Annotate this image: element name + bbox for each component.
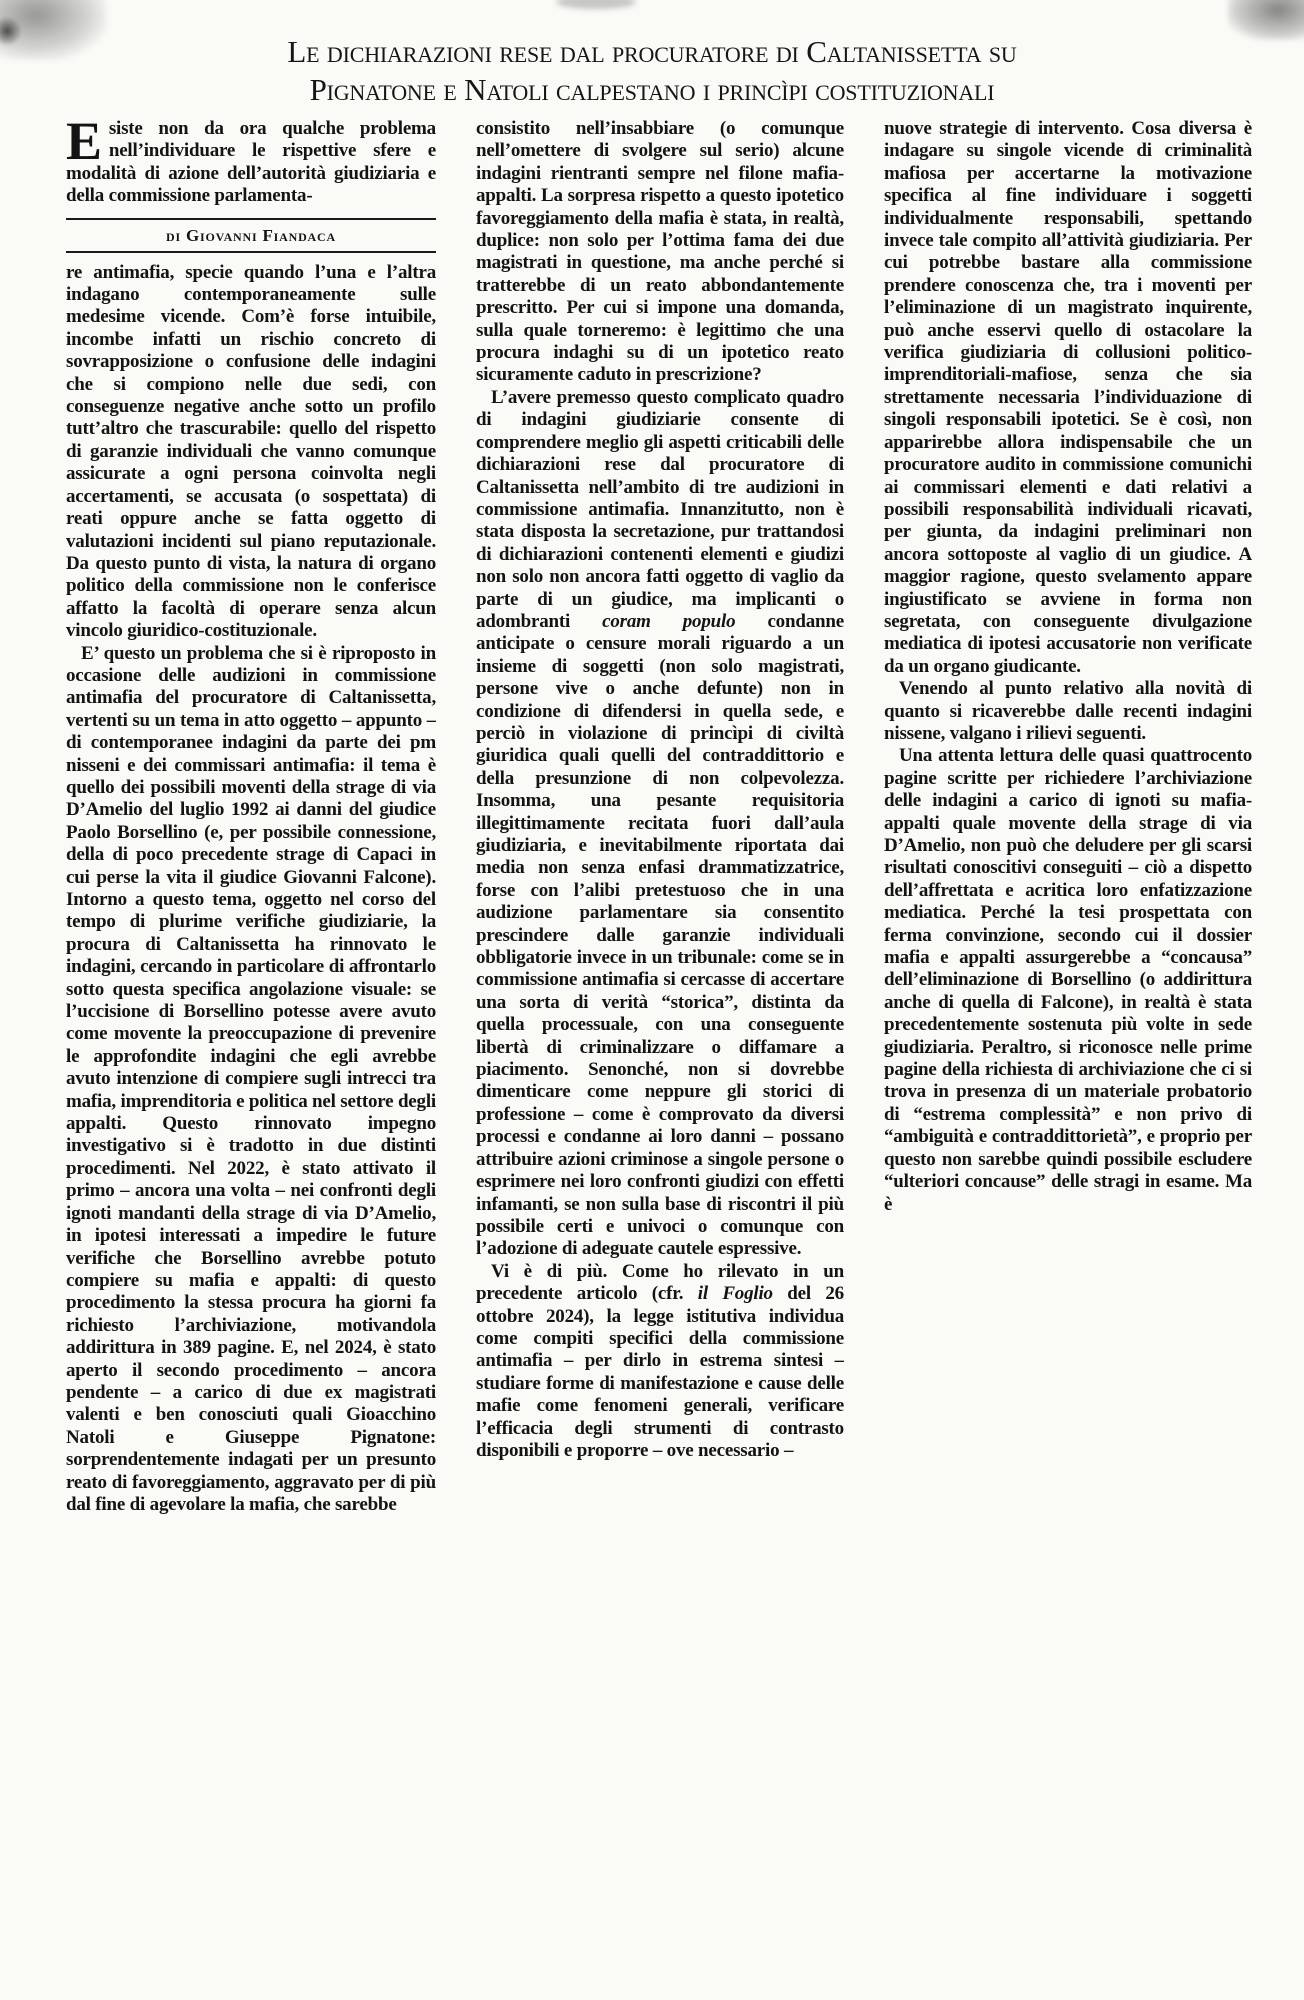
paragraph bbox=[476, 1261, 844, 1463]
paragraph bbox=[476, 387, 844, 1261]
opening-paragraph bbox=[66, 118, 436, 208]
publication-name-italic: il Foglio bbox=[697, 1283, 773, 1305]
paragraph-text: condanne anticipate o censure morali riguardo a un insieme di soggetti (non solo magistrati, persone vive o anche defunte) non in condizione di difendersi in quella sede, e perciò in violazione di princìpi di civiltà giuridica quali quelli del contraddittorio e della presunzione di non colpevolezza. Insomma, una pesante requisitoria illegittimamente recitata fuori dall’aula giudiziaria, e inevitabilmente riportata dai media non senza enfasi drammatizzatrice, forse con l’alibi pretestuoso che in una audizione parlamentare sia consentito prescindere dalle garanzie individuali obbligatorie invece in un tribunale: come se in commissione antimafia si cercasse di accertare una sorta di verità “storica”, distinta da quella processuale, con una conseguente libertà di criminalizzare o diffamare a piacimento. Senonché, non si dovrebbe dimenticare come neppure gli storici di professione – come è comprovato da diversi processi e condanne ai loro danni – possano attribuire azioni criminose a singole persone o esprimere nei loro confronti giudizi con effetti infamanti, se non sulla base di riscontri il più possibile certi e univoci o comunque con l’adozione di adeguate cautele espressive. bbox=[476, 610, 844, 1260]
drop-cap: E bbox=[66, 118, 102, 171]
latin-phrase-italic: coram populo bbox=[602, 610, 736, 632]
paragraph-continuation: consistito nell’insabbiare (o comunque nell’omettere di svolgere sul serio) alcune indagini rientranti sempre nel filone mafia-appalti. La sorpresa rispetto a questo ipotetico favoreggiamento della mafia è stata, in realtà, duplice: non solo per l’ottima fama dei due magistrati in questione, ma anche perché si tratterebbe di un reato abbondantemente prescritto. Per cui si impone una domanda, sulla quale torneremo: è legittimo che una procura indaghi su di un ipotetico reato sicuramente caduto in prescrizione? bbox=[476, 118, 844, 386]
paragraph-text: L’avere premesso questo complicato quadro di indagini giudiziarie consente di comprendere meglio gli aspetti criticabili delle dichiarazioni rese dal procuratore di Caltanissetta nell’ambito di tre audizioni in commissione antimafia. Innanzitutto, non è stata disposta la secretazione, pur trattandosi di dichiarazioni contenenti elementi e giudizi non solo non ancora fatti oggetto di vaglio da parte di un giudice, ma implicanti o adombranti bbox=[476, 386, 844, 632]
byline-text: di Giovanni Fiandaca bbox=[166, 225, 336, 245]
paragraph-continuation: re antimafia, specie quando l’una e l’altra indagano contemporaneamente sulle medesime vicende. Com’è forse intuibile, incombe infatti un rischio concreto di sovrapposizione o confusione delle indagini che si compiono nelle due sedi, con conseguenze negative anche sotto un profilo tutt’altro che trascurabile: quello del rispetto di garanzie individuali che vanno comunque assicurate a ogni persona coinvolta negli accertamenti, se accusata (o sospettata) di reati oppure anche se fatta oggetto di valutazioni incidenti sul piano reputazionale. Da questo punto di vista, la natura di organo politico della commissione non le conferisce affatto la facoltà di operare senza alcun vincolo giuridico-costituzionale. bbox=[66, 261, 436, 642]
opening-paragraph-text: siste non da ora qualche problema nell’individuare le rispettive sfere e modalità di azione dell’autorità giudiziaria e della commissione parlamenta- bbox=[66, 118, 436, 207]
column-2 bbox=[476, 118, 844, 1516]
paragraph: Venendo al punto relativo alla novità di quanto si ricaverebbe dalle recenti indagini nissene, valgano i rilievi seguenti. bbox=[884, 678, 1252, 744]
paragraph: E’ questo un problema che si è riproposto in occasione delle audizioni in commissione antimafia del procuratore di Caltanissetta, vertenti su un tema in atto oggetto – appunto – di contemporanee indagini da parte dei pm nisseni e dei commissari antimafia: il tema è quello dei possibili moventi della strage di via D’Amelio del luglio 1992 ai danni del giudice Paolo Borsellino (e, per possibile connessione, della di poco precedente strage di Capaci in cui perse la vita il giudice Giovanni Falcone). Intorno a questo tema, oggetto nel corso del tempo di plurime verifiche giudiziarie, la procura di Caltanissetta ha rinnovato le indagini, cercando in particolare di affrontarlo sotto questa specifica angolazione visuale: se l’uccisione di Borsellino potesse avere avuto come movente la preoccupazione di prevenire le approfondite indagini che egli avrebbe avuto intenzione di compiere sugli intrecci tra mafia, imprenditoria e politica nel settore degli appalti. Questo rinnovato impegno investigativo si è tradotto in due distinti procedimenti. Nel 2022, è stato attivato il primo – ancora una volta – nei confronti degli ignoti mandanti della strage di via D’Amelio, in ipotesi interessati a impedire le future verifiche che Borsellino avrebbe potuto compiere su mafia e appalti: di questo procedimento la stessa procura ha giorni fa richiesto l’archiviazione, motivandola addirittura in 389 pagine. E, nel 2024, è stato aperto il secondo procedimento – ancora pendente – a carico di due ex magistrati valenti e ben conosciuti quali Gioacchino Natoli e Giuseppe Pignatone: sorprendentemente indagati per un presunto reato di favoreggiamento, aggravato per di più dal fine di agevolare la mafia, che sarebbe bbox=[66, 642, 436, 1515]
headline-line-2: Pignatone e Natoli calpestano i princìpi costituzionali bbox=[309, 72, 995, 107]
byline-box bbox=[66, 218, 436, 253]
paragraph-text: Vi è di più. Come ho rilevato in un precedente articolo (cfr. bbox=[476, 1260, 844, 1305]
scan-mark-top-center bbox=[556, 0, 636, 9]
column-1 bbox=[66, 118, 436, 1516]
column-3 bbox=[884, 118, 1252, 1516]
headline-line-1: Le dichiarazioni rese dal procuratore di Caltanissetta su bbox=[287, 34, 1017, 69]
paragraph-text: del 26 ottobre 2024), la legge istitutiva individua come compiti specifici della commissione antimafia – per dirlo in estrema sintesi – studiare forme di manifestazione e cause delle mafie come fenomeni generali, verificare l’efficacia degli strumenti di contrasto disponibili e proporre – ove necessario – bbox=[476, 1283, 844, 1461]
paragraph-continuation: nuove strategie di intervento. Cosa diversa è indagare su singole vicende di criminalità mafiosa per accertarne la motivazione specifica al fine individuare i soggetti individualmente responsabili, spettando invece tale compito all’attività giudiziaria. Per cui potrebbe bastare alla commissione prendere conoscenza che, tra i moventi per l’eliminazione di un magistrato inquirente, può anche esservi quello di ostacolare la verifica giudiziaria di collusioni politico-imprenditoriali-mafiose, senza che sia strettamente necessaria l’individuazione di singoli responsabili ipotetici. Se è così, non apparirebbe allora indispensabile che un procuratore audito in commissione comunichi ai commissari elementi e dati relativi a possibili responsabilità individuali ricavati, per giunta, da indagini preliminari non ancora sottoposte al vaglio di un giudice. A maggior ragione, questo svelamento appare ingiustificato se avviene in forma non segretata, con conseguente divulgazione mediatica di ipotesi accusatorie non verificate da un organo giudicante. bbox=[884, 118, 1252, 677]
paragraph: Una attenta lettura delle quasi quattrocento pagine scritte per richiedere l’archiviazione delle indagini a carico di ignoti su mafia-appalti quale movente della strage di via D’Amelio, non può che deludere per gli scarsi risultati conoscitivi conseguiti – ciò a dispetto dell’affrettata e acritica loro enfatizzazione mediatica. Perché la tesi prospettata con ferma convinzione, secondo cui il dossier mafia e appalti assurgerebbe a “concausa” dell’eliminazione di Borsellino (o addirittura anche di quella di Falcone), in realtà è stata precedentemente sostenuta più volte in sede giudiziaria. Peraltro, si riconosce nelle prime pagine della richiesta di archiviazione che ci si trova in presenza di un materiale probatorio di “estrema complessità” e non privo di “ambiguità e contraddittorietà”, e proprio per questo non sarebbe quindi possibile escludere “ulteriori concause” delle stragi in esame. Ma è bbox=[884, 745, 1252, 1215]
article-body bbox=[66, 118, 1254, 1516]
article-headline bbox=[0, 33, 1304, 109]
